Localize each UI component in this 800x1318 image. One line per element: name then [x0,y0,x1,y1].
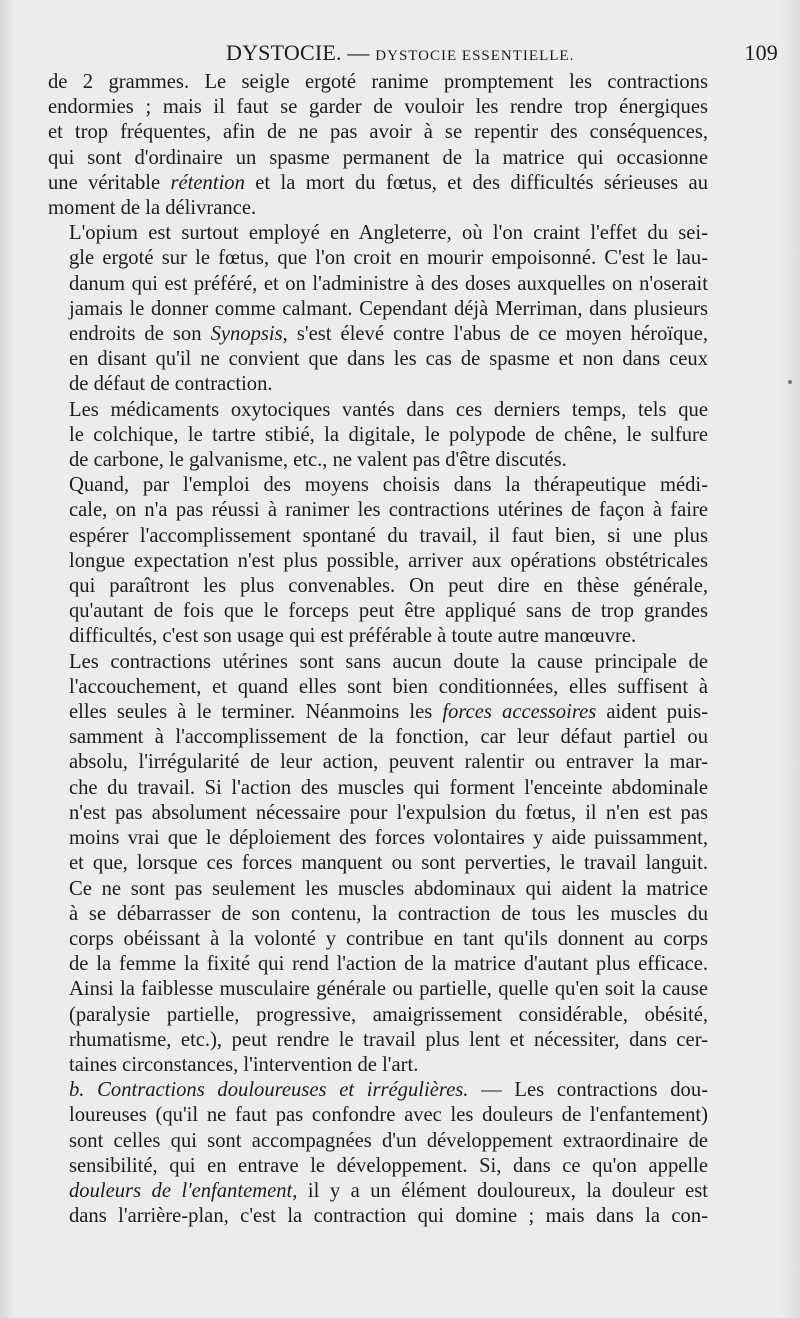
italic-term: b. Contractions douloureuses et irrégulières. [69,1079,469,1102]
italic-term: rétention [170,171,245,194]
text-line: longue expectation n'est plus possible, arriver aux opérations obstétricales [69,549,708,572]
running-header [48,38,778,68]
text-line: che du travail. Si l'action des muscles qui forment l'enceinte abdominale [69,776,708,799]
italic-term: Synopsis [210,323,283,346]
text-line: et que, lorsque ces forces manquent ou sont perverties, le travail languit. [69,852,708,875]
text-line: L'opium est surtout employé en Angleterre, où l'on craint l'effet du sei- [69,222,708,245]
text-line: qui sont d'ordinaire un spasme permanent de la matrice qui occasionne [48,146,708,169]
text-line: Les contractions utérines sont sans aucun doute la cause principale de [69,650,708,673]
text-line: endroits de son Synopsis, s'est élevé contre l'abus de ce moyen héroïque, [69,323,708,346]
text-line: n'est pas absolument nécessaire pour l'expulsion du fœtus, il n'en est pas [69,801,708,824]
text-line: difficultés, c'est son usage qui est préférable à toute autre manœuvre. [69,625,637,648]
text-line: sensibilité, qui en entrave le développement. Si, dans ce qu'on appelle [69,1154,708,1177]
text-line: de la femme la fixité qui rend l'action de la matrice d'autant plus efficace. [69,953,708,976]
text-line: de 2 grammes. Le seigle ergoté ranime promptement les contractions [48,71,708,93]
text-line: b. Contractions douloureuses et irrégulières. — Les contractions dou- [69,1079,708,1102]
text-line: qui paraîtront les plus convenables. On peut dire en thèse générale, [69,575,708,598]
text-line: à se débarrasser de son contenu, la contraction de tous les muscles du [69,902,708,925]
text-line: dans l'arrière-plan, c'est la contraction qui domine ; mais dans la con- [69,1205,708,1228]
page-number: 109 [744,40,778,65]
text-line: en disant qu'il ne convient que dans les cas de spasme et non dans ceux [69,348,708,371]
text-line: elles seules à le terminer. Néanmoins les forces accessoires aident puis- [69,701,708,724]
text-line: moins vrai que le déploiement des forces volontaires y aide puissamment, [69,827,708,850]
text-line: de défaut de contraction. [69,373,273,396]
text-line: le colchique, le tartre stibié, la digitale, le polypode de chêne, le sulfure [69,423,708,446]
italic-term: douleurs de l'enfantement [69,1179,293,1202]
text-line: douleurs de l'enfantement, il y a un élément douloureux, la douleur est [69,1179,709,1202]
text-line: espérer l'accomplissement spontané du travail, il faut bien, si une plus [69,524,708,547]
text-line: taines circonstances, l'intervention de l'art. [69,1053,419,1076]
paragraph [48,221,708,397]
text-line: cale, on n'a pas réussi à ranimer les contractions utérines de façon à faire [69,499,708,522]
text-line: Quand, par l'emploi des moyens choisis dans la thérapeutique médi- [69,474,708,497]
text-line: qu'autant de fois que le forceps peut être appliqué sans de trop grandes [69,600,708,623]
text-line: Ainsi la faiblesse musculaire générale ou partielle, quelle qu'en soit la cause [69,978,708,1001]
paragraph [48,650,708,1078]
text-line: samment à l'accomplissement de la fonction, car leur défaut partiel ou [69,726,708,749]
text-line: et trop fréquentes, afin de ne pas avoir à se repentir des conséquences, [48,121,708,144]
text-line: corps obéissant à la volonté y contribue en tant qu'ils donnent au corps [69,927,708,950]
text-line: endormies ; mais il faut se garder de vouloir les rendre trop énergiques [48,96,708,119]
print-speck [788,380,792,384]
text-line: absolu, l'irrégularité de leur action, peuvent ralentir ou entraver la mar- [69,751,708,774]
running-title [226,40,574,66]
text-line: moment de la délivrance. [48,197,257,220]
text-line: une véritable rétention et la mort du fœtus, et des difficultés sérieuses au [48,171,708,194]
paragraph [48,1078,708,1229]
text-line: rhumatisme, etc.), peut rendre le travail plus lent et nécessiter, dans cer- [69,1028,708,1051]
italic-term: forces accessoires [442,701,597,724]
paragraph [48,70,708,221]
text-line: jamais le donner comme calmant. Cependant déjà Merriman, dans plusieurs [69,297,708,320]
text-line: de carbone, le galvanisme, etc., ne valent pas d'être discutés. [69,449,567,472]
text-line: Les médicaments oxytociques vantés dans ces derniers temps, tels que [69,398,708,421]
paragraph [48,398,708,474]
text-line: (paralysie partielle, progressive, amaigrissement considérable, obésité, [69,1003,708,1026]
text-line: Ce ne sont pas seulement les muscles abdominaux qui aident la matrice [69,877,708,900]
text-line: gle ergoté sur le fœtus, que l'on croit en mourir empoisonné. C'est le lau- [69,247,708,270]
text-line: danum qui est préféré, et on l'administre à des doses auxquelles on n'oserait [69,272,708,295]
running-title-sub: DYSTOCIE ESSENTIELLE. [375,48,575,64]
text-line: l'accouchement, et quand elles sont bien conditionnées, elles suffisent à [69,675,708,698]
paragraph [48,473,708,649]
text-line: loureuses (qu'il ne faut pas confondre avec les douleurs de l'enfantement) [69,1104,708,1127]
body-text [48,70,708,1229]
running-title-main: DYSTOCIE. — [226,40,370,65]
text-line: sont celles qui sont accompagnées d'un développement extraordinaire de [69,1129,708,1152]
